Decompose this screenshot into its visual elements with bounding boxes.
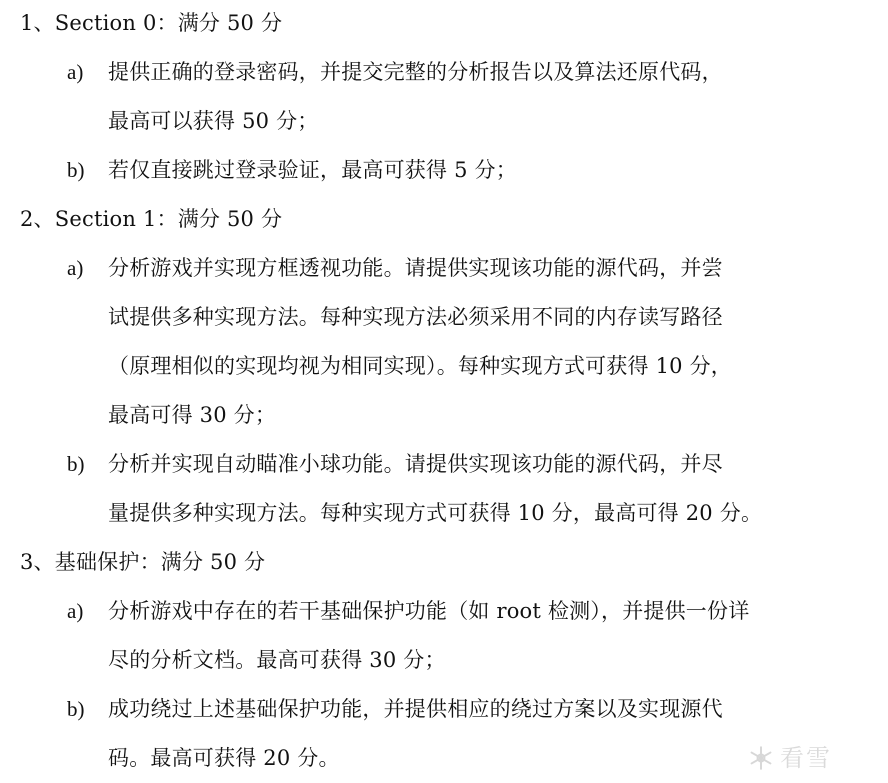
- section-number: 2、: [20, 207, 55, 231]
- section-2-heading: [20, 205, 282, 233]
- section-title: Section 1：满分 50 分: [54, 207, 283, 231]
- item-text-line: 最高可得 30 分；: [108, 403, 277, 427]
- item-label: a): [67, 256, 84, 280]
- section-number: 3、: [20, 550, 55, 574]
- item-text-line: 试提供多种实现方法。每种实现方法必须采用不同的内存读写路径: [108, 305, 723, 329]
- item-text-line: 提供正确的登录密码，并提交完整的分析报告以及算法还原代码，: [108, 60, 723, 84]
- watermark: [748, 745, 832, 771]
- section-3-heading: [20, 548, 265, 576]
- item-text-line: 若仅直接跳过登录验证，最高可获得 5 分；: [108, 158, 517, 182]
- item-text-line: 分析游戏并实现方框透视功能。请提供实现该功能的源代码，并尝: [108, 256, 723, 280]
- item-label: a): [67, 599, 84, 623]
- section-title: Section 0：满分 50 分: [54, 11, 283, 35]
- watermark-text: 看雪: [780, 744, 832, 772]
- section-1-heading: [20, 9, 282, 37]
- item-text-line: 成功绕过上述基础保护功能，并提供相应的绕过方案以及实现源代: [108, 697, 723, 721]
- item-label: a): [67, 60, 84, 84]
- section-title: 基础保护：满分 50 分: [54, 550, 266, 574]
- item-text-line: 尽的分析文档。最高可获得 30 分；: [108, 648, 446, 672]
- item-text-line: 码。最高可获得 20 分。: [108, 746, 340, 770]
- item-label: b): [67, 158, 85, 182]
- item-text-line: 量提供多种实现方法。每种实现方式可获得 10 分，最高可得 20 分。: [108, 501, 763, 525]
- item-label: b): [67, 697, 85, 721]
- item-label: b): [67, 452, 85, 476]
- item-text-line: （原理相似的实现均视为相同实现）。每种实现方式可获得 10 分，: [108, 354, 732, 378]
- item-text-line: 分析并实现自动瞄准小球功能。请提供实现该功能的源代码，并尽: [108, 452, 723, 476]
- item-text-line: 最高可以获得 50 分；: [108, 109, 319, 133]
- section-number: 1、: [20, 11, 55, 35]
- item-text-line: 分析游戏中存在的若干基础保护功能（如 root 检测），并提供一份详: [108, 599, 750, 623]
- snowflake-icon: [748, 745, 774, 771]
